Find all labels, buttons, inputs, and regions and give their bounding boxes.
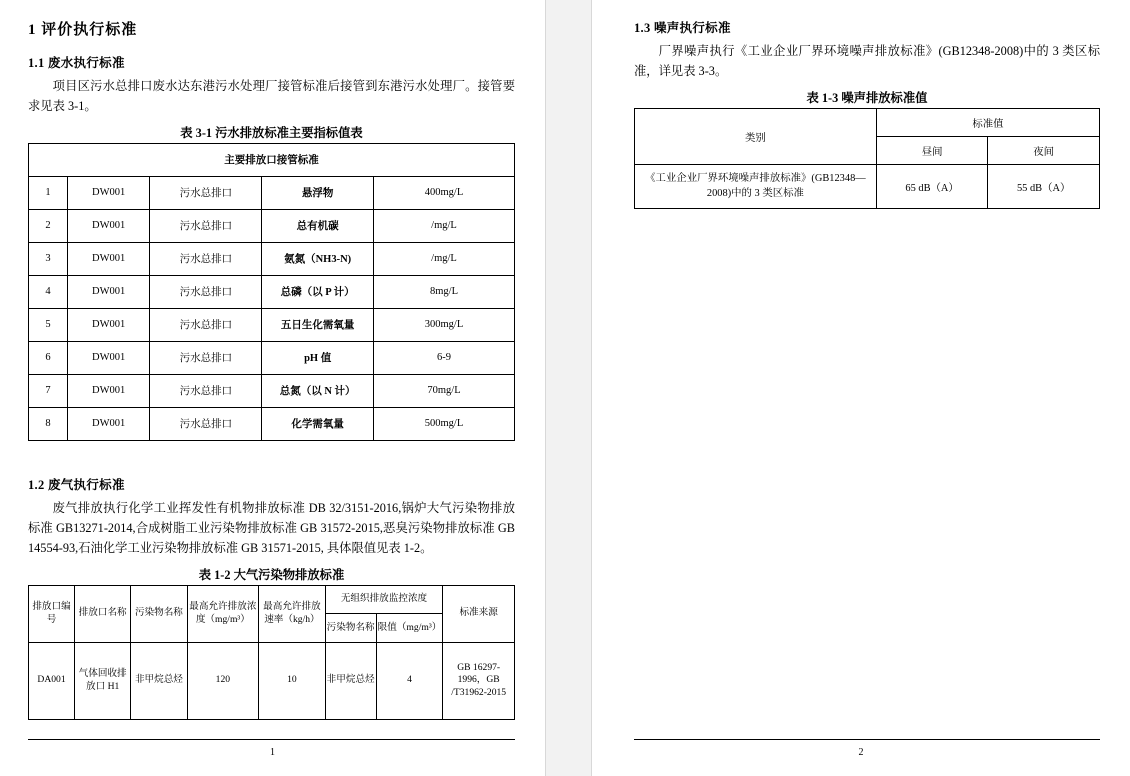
cell-pollutant: 总磷（以 P 计）: [262, 275, 374, 308]
cell-daytime-value: 65 dB（A）: [876, 164, 988, 208]
cell-outlet-name: 污水总排口: [150, 275, 262, 308]
paragraph-airemission: 废气排放执行化学工业挥发性有机物排放标准 DB 32/3151-2016,锅炉大气污染物排放标准 GB13271-2014,合成树脂工业污染物排放标准 GB 31572-2015,恶臭污染物排放标准 GB 14554-93,石油化学工业污染物排放标准 GB 31571-2015, 具体限值见表 1-2。: [28, 500, 515, 555]
cell-limit: 300mg/L: [374, 308, 515, 341]
spacer: [28, 441, 515, 475]
header-outlet-name: 排放口名称: [75, 585, 131, 642]
table-row: [29, 143, 515, 176]
cell-index: 5: [29, 308, 68, 341]
cell-pollutant: 悬浮物: [262, 176, 374, 209]
header-unorganized-group: 无组织排放监控浓度: [325, 585, 443, 614]
table-title-noise: 表 1-3 噪声排放标准值: [806, 90, 928, 105]
header-standard-source: 标准来源: [443, 585, 515, 642]
table-row: [635, 108, 1100, 136]
subsection-heading-wastewater: 1.1 废水执行标准: [28, 56, 125, 70]
cell-limit: /mg/L: [374, 242, 515, 275]
cell-index: 6: [29, 341, 68, 374]
cell-outlet-name: 污水总排口: [150, 407, 262, 440]
header-max-concentration: 最高允许排放浓度（mg/m³）: [187, 585, 259, 642]
table-row: [29, 176, 515, 209]
cell-outlet-code: DW001: [67, 341, 150, 374]
footer-divider: [634, 739, 1100, 740]
cell-outlet-name: 气体回收排放口 H1: [75, 642, 131, 719]
cell-unorganized-limit: 4: [376, 642, 443, 719]
cell-index: 4: [29, 275, 68, 308]
document-page-left: [0, 0, 545, 776]
table-noise-standards: [634, 108, 1100, 209]
cell-outlet-code: DW001: [67, 308, 150, 341]
header-pollutant-name: 污染物名称: [131, 585, 187, 642]
cell-nighttime-value: 55 dB（A）: [988, 164, 1100, 208]
cell-outlet-name: 污水总排口: [150, 308, 262, 341]
cell-outlet-name: 污水总排口: [150, 374, 262, 407]
cell-index: 8: [29, 407, 68, 440]
cell-pollutant: 五日生化需氧量: [262, 308, 374, 341]
cell-category: 《工业企业厂界环境噪声排放标准》(GB12348—2008)中的 3 类区标准: [635, 164, 877, 208]
table-row: [29, 242, 515, 275]
cell-limit: /mg/L: [374, 209, 515, 242]
page-gutter: [545, 0, 592, 776]
table-row: [29, 585, 515, 614]
header-max-rate: 最高允许排放速率（kg/h）: [259, 585, 326, 642]
cell-pollutant: 总有机碳: [262, 209, 374, 242]
cell-max-concentration: 120: [187, 642, 259, 719]
table-header-merged: 主要排放口接管标准: [29, 143, 515, 176]
cell-pollutant: 化学需氧量: [262, 407, 374, 440]
header-unorganized-pollutant: 污染物名称: [325, 614, 376, 643]
table-row: [29, 275, 515, 308]
cell-outlet-name: 污水总排口: [150, 209, 262, 242]
table-row: [29, 642, 515, 719]
header-unorganized-limit: 限值（mg/m³）: [376, 614, 443, 643]
cell-outlet-name: 污水总排口: [150, 176, 262, 209]
cell-pollutant-name: 非甲烷总烃: [131, 642, 187, 719]
section-title: 1 评价执行标准: [28, 22, 138, 38]
table-row: [29, 308, 515, 341]
table-title-air: 表 1-2 大气污染物排放标准: [198, 567, 345, 582]
cell-outlet-code: DW001: [67, 242, 150, 275]
header-daytime: 昼间: [876, 136, 988, 164]
table-air-pollutants: [28, 585, 515, 720]
cell-outlet-code: DW001: [67, 176, 150, 209]
cell-outlet-code: DW001: [67, 275, 150, 308]
footer-divider: [28, 739, 515, 740]
cell-max-rate: 10: [259, 642, 326, 719]
page-number-left: 1: [270, 747, 275, 758]
subsection-heading-airemission: 1.2 废气执行标准: [28, 477, 125, 492]
cell-outlet-code: DW001: [67, 374, 150, 407]
cell-limit: 400mg/L: [374, 176, 515, 209]
cell-pollutant: 总氮（以 N 计）: [262, 374, 374, 407]
cell-pollutant: 氨氮（NH3-N): [262, 242, 374, 275]
table-row: [29, 209, 515, 242]
table-row: [29, 341, 515, 374]
table-row: [29, 407, 515, 440]
table-row: [635, 164, 1100, 208]
cell-pollutant: pH 值: [262, 341, 374, 374]
header-nighttime: 夜间: [988, 136, 1100, 164]
cell-outlet-code: DA001: [29, 642, 75, 719]
cell-outlet-code: DW001: [67, 209, 150, 242]
cell-index: 1: [29, 176, 68, 209]
header-standard-value: 标准值: [876, 108, 1099, 136]
table-row: [29, 374, 515, 407]
cell-index: 7: [29, 374, 68, 407]
header-outlet-code: 排放口编号: [29, 585, 75, 642]
cell-limit: 8mg/L: [374, 275, 515, 308]
cell-limit: 6-9: [374, 341, 515, 374]
cell-outlet-code: DW001: [67, 407, 150, 440]
cell-limit: 500mg/L: [374, 407, 515, 440]
cell-outlet-name: 污水总排口: [150, 242, 262, 275]
paragraph-wastewater: 项目区污水总排口废水达东港污水处理厂接管标准后接管到东港污水处理厂。接管要求见表 3-1。: [28, 79, 515, 113]
page-number-right: 2: [858, 747, 864, 758]
cell-index: 2: [29, 209, 68, 242]
cell-outlet-name: 污水总排口: [150, 341, 262, 374]
cell-limit: 70mg/L: [374, 374, 515, 407]
table-wastewater: [28, 143, 515, 441]
cell-index: 3: [29, 242, 68, 275]
table-title-wastewater: 表 3-1 污水排放标准主要指标值表: [180, 125, 363, 140]
document-page-right: [592, 0, 1130, 776]
subsection-heading-noise: 1.3 噪声执行标准: [634, 21, 731, 35]
cell-standard-source: GB 16297-1996，GB /T31962-2015: [443, 642, 515, 719]
cell-unorganized-pollutant: 非甲烷总烃: [325, 642, 376, 719]
header-category: 类别: [635, 108, 877, 164]
paragraph-noise: 厂界噪声执行《工业企业厂界环境噪声排放标准》(GB12348-2008)中的 3 类区标准，详见表 3-3。: [634, 44, 1100, 78]
